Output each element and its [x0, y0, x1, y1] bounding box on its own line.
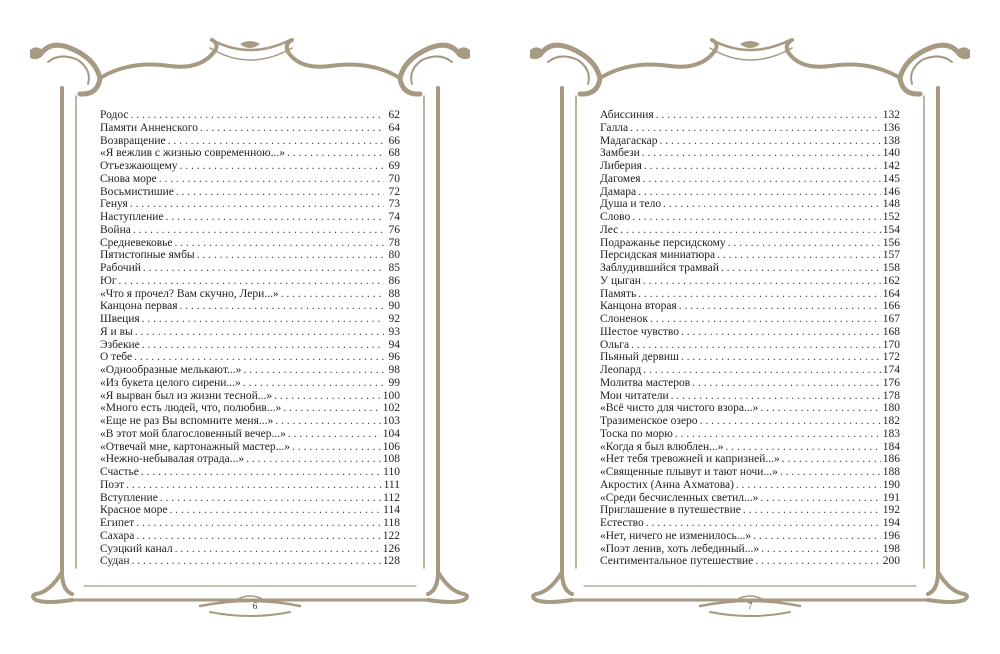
dot-leader [620, 224, 881, 237]
dot-leader [159, 173, 384, 186]
toc-entry-title: Персидская миниатюра [600, 249, 716, 262]
toc-entry [600, 275, 900, 288]
toc-entry [600, 402, 900, 415]
toc-entry [600, 390, 900, 403]
toc-entry-page: 96 [388, 351, 400, 364]
toc-entry-page: 186 [882, 453, 900, 466]
dot-leader [725, 441, 880, 454]
dot-leader [681, 351, 881, 364]
toc-entry-page: 110 [383, 466, 400, 478]
toc-entry-title: Судан [100, 555, 130, 568]
toc-entry [600, 237, 900, 250]
toc-entry-page: 166 [882, 300, 900, 313]
toc-entry-page: 170 [882, 338, 900, 351]
dot-leader [643, 173, 881, 186]
toc-entry-title: Египет [100, 517, 135, 529]
toc-entry [100, 504, 400, 517]
toc-entry-page: 94 [388, 338, 400, 351]
toc-entry-page: 157 [882, 249, 900, 262]
toc-entry-page: 192 [882, 504, 900, 517]
toc-entry-page: 182 [882, 415, 900, 427]
dot-leader [243, 364, 384, 377]
toc-entry-page: 200 [882, 555, 900, 568]
toc-entry-title: Снова море [100, 172, 157, 185]
dot-leader [246, 453, 381, 466]
toc-entry-page: 88 [388, 287, 400, 300]
toc-entry [600, 453, 900, 466]
dot-leader [753, 530, 881, 543]
toc-entry-page: 174 [882, 364, 900, 376]
dot-leader [141, 466, 381, 479]
toc-entry [100, 351, 400, 364]
dot-leader [638, 186, 881, 199]
toc-entry-page: 85 [388, 262, 400, 274]
dot-leader [700, 415, 881, 428]
toc-entry [600, 249, 900, 262]
toc-entry [100, 415, 400, 428]
toc-entry [600, 147, 900, 160]
dot-leader [288, 428, 381, 441]
toc-entry-page: 76 [388, 223, 400, 236]
dot-leader [136, 530, 380, 543]
toc-entry-title: Тоска по морю [600, 427, 673, 440]
dot-leader [126, 479, 381, 492]
toc-entry-title: «Что я прочел? Вам скучно, Лери...» [100, 287, 279, 300]
toc-entry [600, 173, 900, 186]
dot-leader [631, 339, 881, 352]
toc-entry-page: 184 [882, 440, 900, 453]
toc-entry-page: 86 [388, 274, 400, 287]
toc-entry [600, 262, 900, 275]
toc-entry-title: Поэт [100, 478, 125, 491]
toc-entry-page: 78 [388, 236, 400, 249]
dot-leader [174, 237, 384, 250]
toc-entry [600, 186, 900, 199]
toc-entry-page: 73 [388, 198, 400, 211]
toc-entry [100, 428, 400, 441]
toc-entry-page: 194 [882, 517, 900, 529]
dot-leader [663, 198, 881, 211]
toc-entry [100, 288, 400, 301]
dot-leader [656, 109, 881, 122]
toc-entry-title: Либерия [600, 160, 642, 172]
toc-entry-title: Отъезжающему [100, 160, 178, 172]
dot-leader [180, 300, 385, 313]
toc-entry-title: «Всё чисто для чистого взора...» [600, 402, 759, 415]
toc-entry-title: У цыган [600, 274, 641, 287]
toc-entry [100, 441, 400, 454]
dot-leader [180, 160, 385, 173]
toc-entry-page: 104 [382, 427, 400, 440]
toc-entry-title: «Отвечай мне, картонажный мастер...» [100, 440, 290, 453]
toc-entry [100, 517, 400, 530]
toc-entry-page: 156 [882, 236, 900, 249]
toc-entry-title: Я и вы [100, 325, 133, 338]
table-of-contents-left [100, 109, 400, 568]
toc-entry [600, 224, 900, 237]
toc-entry [600, 441, 900, 454]
toc-entry-page: 69 [388, 160, 400, 172]
toc-entry-page: 122 [382, 529, 400, 542]
dot-leader [736, 479, 881, 492]
toc-entry [100, 364, 400, 377]
dot-leader [632, 211, 880, 224]
dot-leader [275, 415, 381, 428]
toc-entry-page: 196 [882, 529, 900, 542]
toc-entry-page: 100 [382, 389, 400, 402]
toc-entry-title: Заблудившийся трамвай [600, 262, 719, 274]
dot-leader [292, 441, 381, 454]
toc-entry-title: Война [100, 223, 131, 236]
dot-leader [175, 543, 381, 556]
toc-entry [600, 364, 900, 377]
toc-entry-title: Сентиментальное путешествие [600, 555, 754, 568]
right-page [500, 0, 1000, 654]
toc-entry-title: Естество [600, 517, 644, 529]
toc-entry-title: Родос [100, 109, 129, 121]
toc-entry-title: «Я вежлив с жизнью современною...» [100, 147, 285, 160]
toc-entry-page: 80 [388, 249, 400, 262]
toc-entry-page: 140 [882, 147, 900, 160]
toc-entry-page: 176 [882, 376, 900, 389]
toc-entry [600, 313, 900, 326]
toc-entry-title: Слоненок [600, 313, 648, 325]
toc-entry [600, 530, 900, 543]
dot-leader [119, 275, 384, 288]
toc-entry-title: Швеция [100, 313, 140, 325]
toc-entry [100, 466, 400, 479]
toc-entry-title: Слово [600, 211, 631, 223]
dot-leader [643, 364, 880, 377]
toc-entry-title: Средневековье [100, 236, 173, 249]
dot-leader [679, 300, 881, 313]
toc-entry [600, 211, 900, 224]
toc-entry [100, 555, 400, 568]
toc-entry [100, 262, 400, 275]
dot-leader [287, 147, 384, 160]
toc-entry-title: Канцона вторая [600, 300, 677, 313]
toc-entry-title: Леопард [600, 364, 642, 376]
toc-entry-title: Восьмистишие [100, 185, 174, 198]
toc-entry [100, 173, 400, 186]
toc-entry [100, 275, 400, 288]
toc-entry [100, 186, 400, 199]
toc-entry-page: 164 [882, 287, 900, 300]
toc-entry-page: 138 [882, 134, 900, 147]
toc-entry-title: Подражанье персидскому [600, 236, 726, 249]
toc-entry-page: 66 [388, 134, 400, 147]
toc-entry-page: 136 [882, 121, 900, 134]
dot-leader [135, 326, 384, 339]
toc-entry-page: 132 [882, 109, 900, 121]
toc-entry-title: «Много есть людей, что, полюбив...» [100, 402, 282, 415]
toc-entry-page: 183 [882, 427, 900, 440]
toc-entry [600, 122, 900, 135]
toc-entry-page: 118 [383, 517, 400, 529]
toc-entry [600, 135, 900, 148]
toc-entry [100, 147, 400, 160]
toc-entry [100, 198, 400, 211]
dot-leader [782, 453, 881, 466]
toc-entry-page: 148 [882, 198, 900, 211]
dot-leader [170, 504, 382, 517]
toc-entry-title: Красное море [100, 504, 168, 517]
toc-entry-title: Замбези [600, 147, 640, 160]
toc-entry-title: Душа и тело [600, 198, 662, 211]
dot-leader [630, 122, 881, 135]
dot-leader [200, 122, 384, 135]
dot-leader [743, 504, 881, 517]
toc-entry-title: Абиссиния [600, 109, 654, 121]
page-number: 6 [252, 601, 258, 611]
toc-entry-title: «Нежно-небывалая отрада...» [100, 453, 245, 466]
table-of-contents-right [600, 109, 900, 568]
toc-entry-page: 62 [388, 109, 400, 121]
toc-entry-page: 112 [383, 491, 400, 504]
dot-leader [168, 135, 384, 148]
toc-entry-page: 92 [388, 313, 400, 325]
toc-entry [600, 288, 900, 301]
toc-entry-page: 93 [388, 325, 400, 338]
toc-entry [600, 109, 900, 122]
toc-entry-title: «Нет тебя тревожней и капризней...» [600, 453, 780, 466]
toc-entry-title: Возвращение [100, 134, 166, 147]
toc-entry-page: 145 [882, 172, 900, 185]
toc-entry-page: 128 [382, 555, 400, 568]
toc-entry-page: 68 [388, 147, 400, 160]
toc-entry-page: 74 [388, 211, 400, 223]
toc-entry-title: Сахара [100, 529, 135, 542]
dot-leader [717, 249, 881, 262]
toc-entry-title: «Когда я был влюблен...» [600, 440, 724, 453]
toc-entry-title: «Однообразные мелькают...» [100, 364, 242, 376]
toc-entry-title: Приглашение в путешествие [600, 504, 741, 517]
toc-entry [600, 377, 900, 390]
toc-entry-page: 146 [882, 185, 900, 198]
toc-entry [100, 160, 400, 173]
toc-entry-page: 90 [388, 300, 400, 313]
toc-entry-page: 152 [882, 211, 900, 223]
toc-entry-title: Галла [600, 121, 629, 134]
dot-leader [176, 186, 384, 199]
toc-entry-title: Акростих (Анна Ахматова) [600, 478, 734, 491]
dot-leader [166, 211, 384, 224]
dot-leader [131, 109, 384, 122]
toc-entry-page: 142 [882, 160, 900, 172]
toc-entry [600, 415, 900, 428]
toc-entry-title: Тразименское озеро [600, 415, 698, 427]
toc-entry-title: Лес [600, 223, 619, 236]
toc-entry-page: 178 [882, 389, 900, 402]
toc-entry [100, 109, 400, 122]
dot-leader [650, 313, 881, 326]
dot-leader [283, 402, 381, 415]
dot-leader [659, 135, 880, 148]
dot-leader [642, 147, 881, 160]
toc-entry-title: «Священные плывут и тают ночи...» [600, 466, 778, 478]
toc-entry [100, 402, 400, 415]
toc-entry-page: 154 [882, 223, 900, 236]
dot-leader [692, 377, 881, 390]
toc-entry-page: 188 [882, 466, 900, 478]
dot-leader [142, 339, 384, 352]
toc-entry [100, 543, 400, 556]
dot-leader [681, 326, 881, 339]
toc-entry [100, 135, 400, 148]
toc-entry-title: Мои читатели [600, 389, 669, 402]
dot-leader [132, 555, 381, 568]
toc-entry [600, 351, 900, 364]
toc-entry-title: Шестое чувство [600, 325, 679, 338]
toc-entry-title: Молитва мастеров [600, 376, 691, 389]
toc-entry-page: 190 [882, 478, 900, 491]
dot-leader [760, 492, 880, 505]
dot-leader [133, 224, 384, 237]
toc-entry-title: Генуя [100, 198, 128, 211]
dot-leader [643, 275, 881, 288]
toc-entry [600, 479, 900, 492]
dot-leader [274, 390, 381, 403]
toc-entry [600, 504, 900, 517]
dot-leader [780, 466, 881, 479]
dot-leader [675, 428, 881, 441]
toc-entry [100, 390, 400, 403]
toc-entry-title: Суэцкий канал [100, 542, 173, 555]
toc-entry-title: Наступление [100, 211, 164, 223]
toc-entry [600, 428, 900, 441]
toc-entry-title: Дамара [600, 185, 637, 198]
toc-entry [100, 453, 400, 466]
toc-entry-page: 168 [882, 325, 900, 338]
toc-entry-page: 158 [882, 262, 900, 274]
toc-entry-title: Счастье [100, 466, 139, 478]
toc-entry-title: Памяти Анненского [100, 121, 198, 134]
dot-leader [134, 351, 384, 364]
page-number: 7 [747, 601, 753, 611]
toc-entry-page: 191 [882, 491, 900, 504]
dot-leader [761, 543, 881, 556]
toc-entry-title: «Я вырван был из жизни тесной...» [100, 389, 273, 402]
toc-entry [100, 339, 400, 352]
toc-entry [600, 198, 900, 211]
dot-leader [243, 377, 384, 390]
dot-leader [143, 262, 384, 275]
toc-entry [600, 300, 900, 313]
toc-entry-page: 180 [882, 402, 900, 415]
toc-entry [100, 530, 400, 543]
dot-leader [130, 198, 384, 211]
toc-entry-title: «Поэт ленив, хоть лебединый...» [600, 542, 760, 555]
toc-entry-page: 162 [882, 274, 900, 287]
toc-entry [100, 237, 400, 250]
dot-leader [644, 160, 881, 173]
dot-leader [136, 517, 381, 530]
toc-entry-title: О тебе [100, 351, 133, 364]
toc-entry [600, 326, 900, 339]
toc-entry-page: 111 [383, 478, 400, 491]
toc-entry-page: 99 [388, 376, 400, 389]
toc-entry [600, 543, 900, 556]
toc-entry-title: Дагомея [600, 172, 641, 185]
toc-entry-title: Эзбекие [100, 338, 140, 351]
toc-entry-title: Память [600, 287, 637, 300]
toc-entry-page: 102 [382, 402, 400, 415]
toc-entry-title: Пьяный дервиш [600, 351, 679, 364]
dot-leader [646, 517, 881, 530]
toc-entry-title: Юг [100, 274, 117, 287]
dot-leader [760, 402, 880, 415]
toc-entry-page: 98 [388, 364, 400, 376]
toc-entry-page: 103 [382, 415, 400, 427]
toc-entry [100, 249, 400, 262]
dot-leader [755, 555, 880, 568]
toc-entry [600, 466, 900, 479]
toc-entry [600, 555, 900, 568]
toc-entry-title: «Нет, ничего не изменилось...» [600, 529, 752, 542]
toc-entry-page: 70 [388, 172, 400, 185]
dot-leader [197, 249, 384, 262]
toc-entry-page: 198 [882, 542, 900, 555]
toc-entry-page: 167 [882, 313, 900, 325]
toc-entry-page: 108 [382, 453, 400, 466]
dot-leader [671, 390, 881, 403]
toc-entry-title: Пятистопные ямбы [100, 249, 195, 262]
toc-entry-title: Ольга [600, 338, 630, 351]
toc-entry-page: 126 [382, 542, 400, 555]
toc-entry-title: «Из букета целого сирени...» [100, 376, 241, 389]
dot-leader [160, 492, 381, 505]
toc-entry [100, 377, 400, 390]
dot-leader [142, 313, 384, 326]
toc-entry-title: «Среди бесчисленных светил...» [600, 491, 759, 504]
toc-entry [100, 492, 400, 505]
dot-leader [638, 288, 881, 301]
toc-entry [100, 326, 400, 339]
toc-entry [100, 300, 400, 313]
toc-entry [600, 339, 900, 352]
toc-entry-title: «Еще не раз Вы вспомните меня...» [100, 415, 274, 427]
dot-leader [721, 262, 881, 275]
toc-entry [600, 517, 900, 530]
toc-entry [100, 211, 400, 224]
toc-entry-title: Рабочий [100, 262, 141, 274]
dot-leader [281, 288, 384, 301]
toc-entry-title: Мадагаскар [600, 134, 658, 147]
toc-entry-page: 172 [882, 351, 900, 364]
toc-entry-title: Канцона первая [100, 300, 178, 313]
toc-entry-page: 64 [388, 121, 400, 134]
toc-entry [600, 160, 900, 173]
toc-entry [100, 313, 400, 326]
toc-entry-page: 114 [383, 504, 400, 517]
toc-entry-title: «В этот мой благословенный вечер...» [100, 427, 286, 440]
toc-entry [600, 492, 900, 505]
toc-entry [100, 224, 400, 237]
toc-entry-title: Вступление [100, 491, 158, 504]
toc-entry-page: 72 [388, 185, 400, 198]
toc-entry-page: 106 [382, 440, 400, 453]
toc-entry [100, 122, 400, 135]
toc-entry [100, 479, 400, 492]
dot-leader [728, 237, 881, 250]
